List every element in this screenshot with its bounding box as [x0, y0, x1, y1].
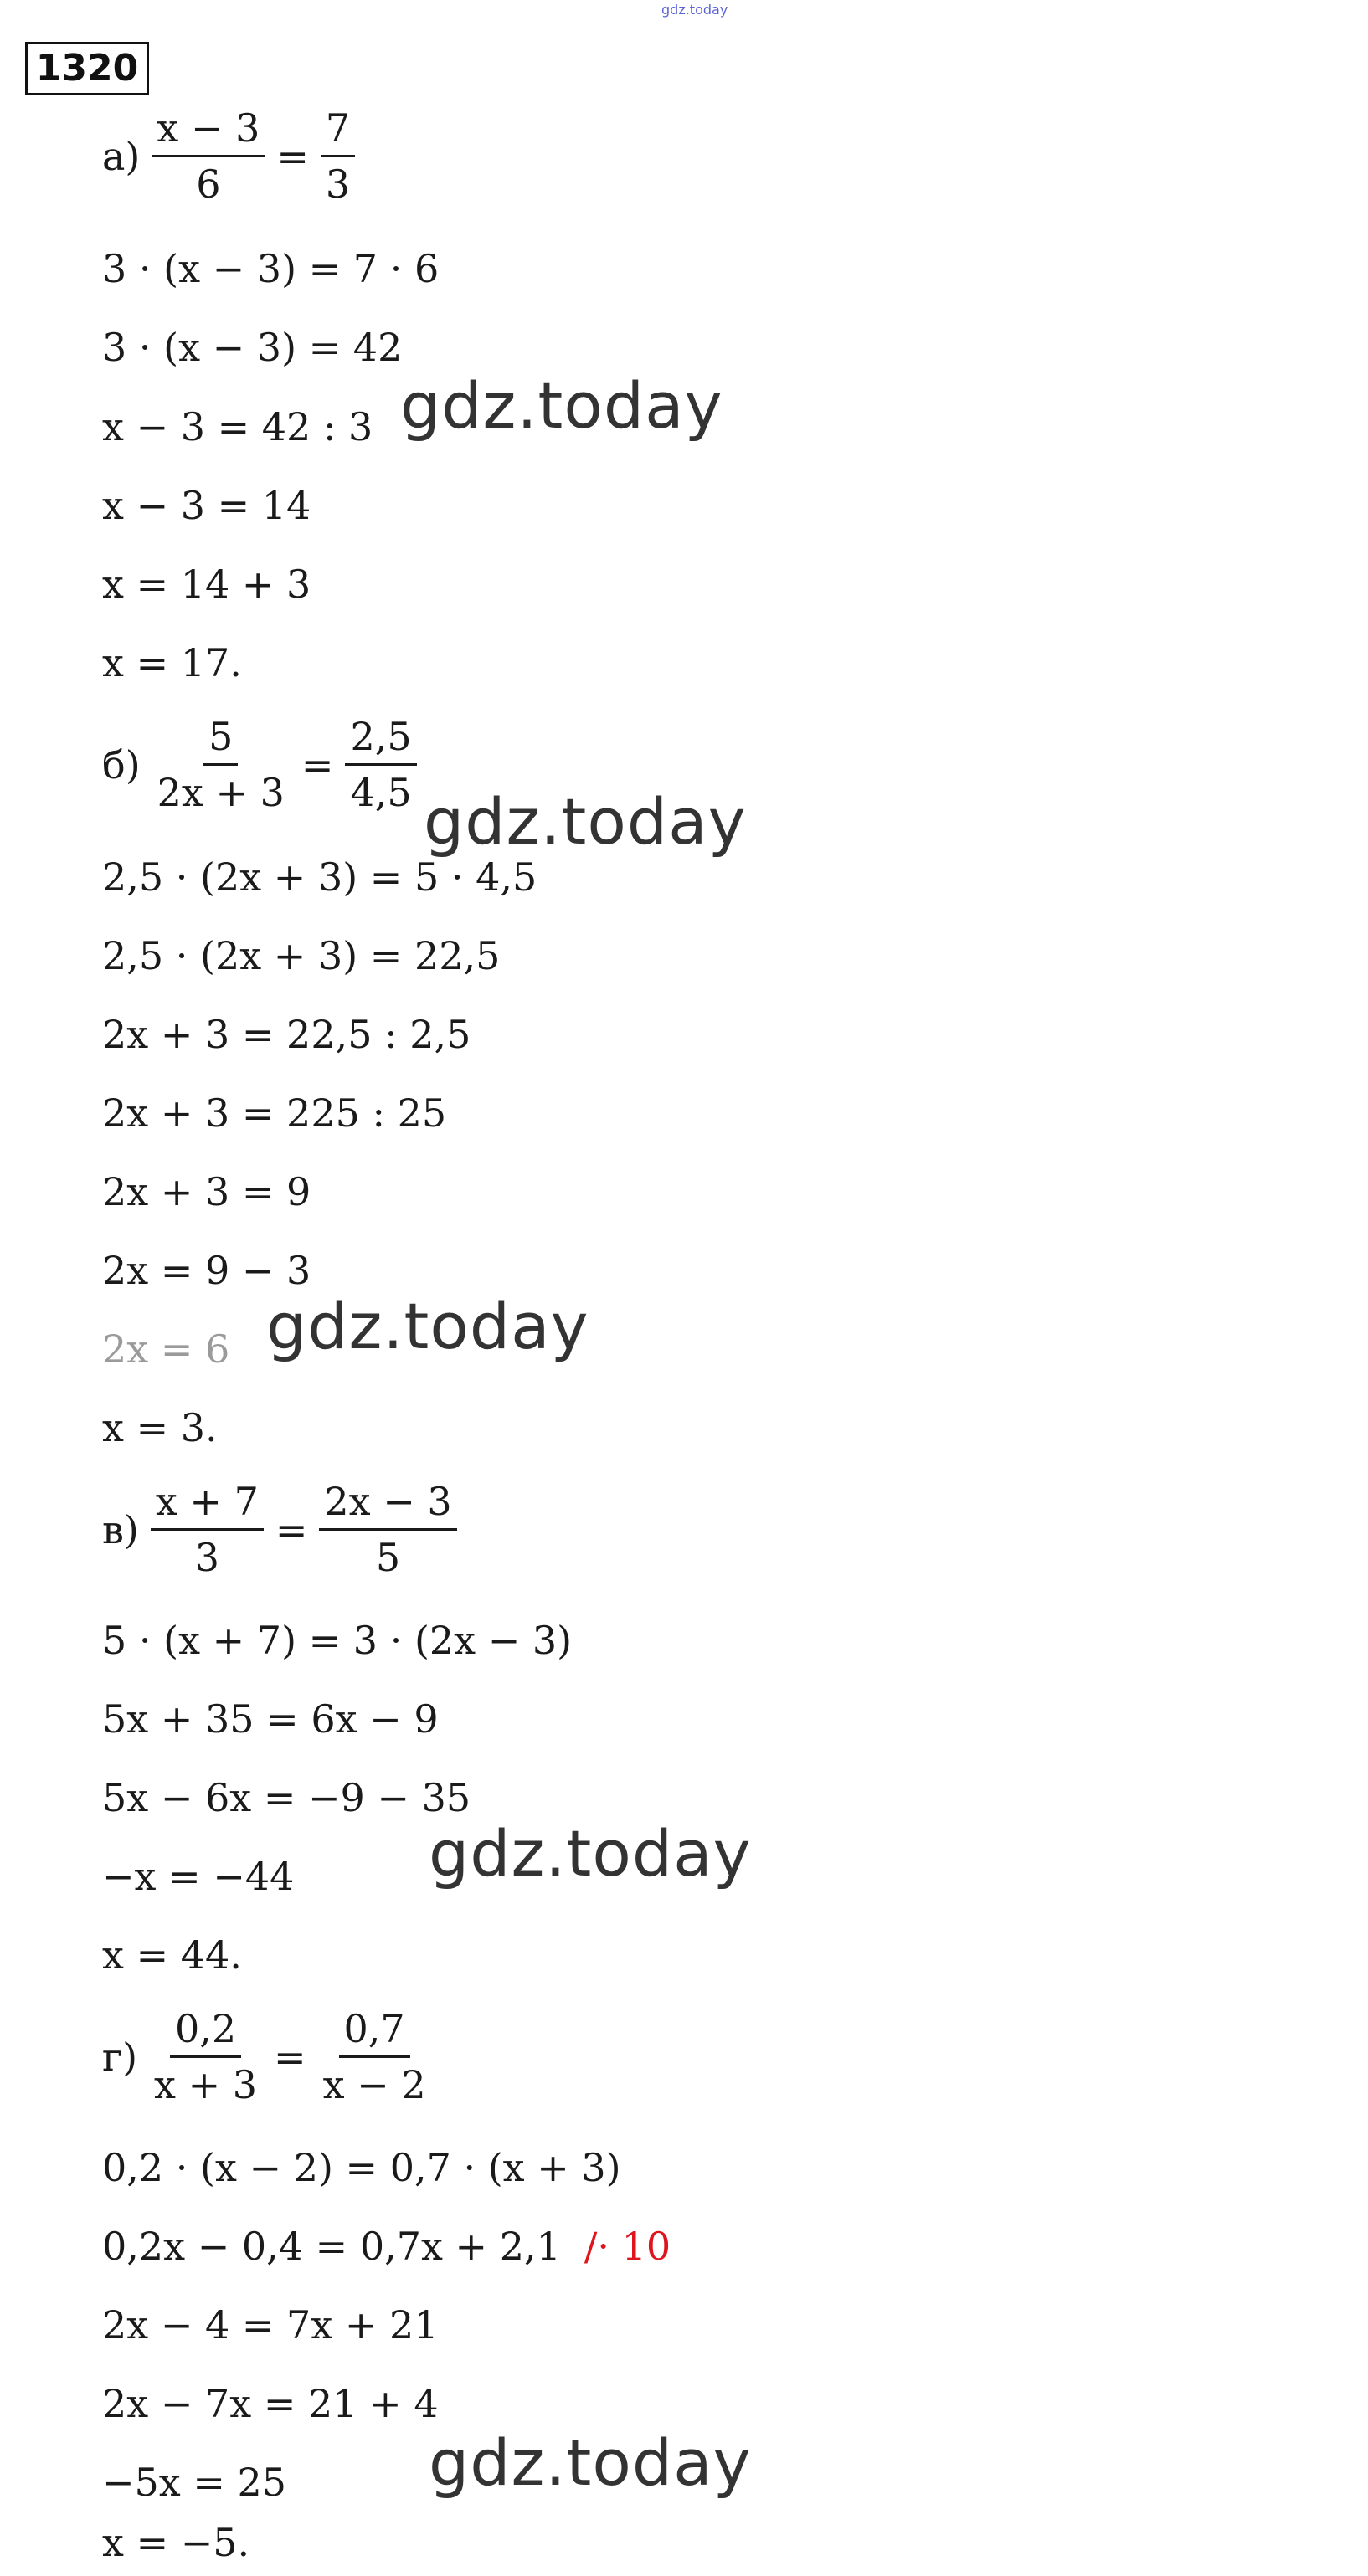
watermark: gdz.today [429, 1816, 752, 1891]
step-line: 2x − 4 = 7x + 21 [102, 2302, 439, 2348]
step-line: 2x + 3 = 22,5 : 2,5 [102, 1012, 471, 1057]
watermark: gdz.today [400, 368, 723, 443]
step-line: 3 · (x − 3) = 7 · 6 [102, 246, 440, 291]
fraction-right-c: $\frac{2x - 3}{5}$ [319, 1478, 456, 1581]
step-line: 2x − 7x = 21 + 4 [102, 2381, 439, 2426]
step-line: 5x − 6x = −9 − 35 [102, 1775, 471, 1820]
step-line: x = 17. [102, 640, 242, 685]
step-line: 2x + 3 = 9 [102, 1169, 311, 1214]
part-label-a: а) [102, 133, 141, 179]
fraction-left-d: $\frac{0,2}{x + 3}$ [154, 2006, 258, 2107]
part-label-d: г) [102, 2034, 138, 2080]
step-line: 5 · (x + 7) = 3 · (2x − 3) [102, 1618, 573, 1663]
step-line: 2,5 · (2x + 3) = 5 · 4,5 [102, 854, 537, 900]
step-line: 5x + 35 = 6x − 9 [102, 1696, 439, 1742]
step-line: 2,5 · (2x + 3) = 22,5 [102, 933, 501, 978]
fraction-right-b: $\frac{2,5}{4,5}$ [345, 713, 416, 816]
step-line: 2x + 3 = 225 : 25 [102, 1090, 447, 1136]
fraction-left-b: $\frac{5}{2x + 3}$ [157, 714, 285, 815]
fraction-left-a: $\frac{x - 3}{6}$ [152, 105, 265, 208]
step-line: 2x = 9 − 3 [102, 1248, 311, 1293]
fraction-right-a: $\frac{7}{3}$ [321, 105, 355, 208]
part-label-c: в) [102, 1506, 139, 1552]
step-line: x = −5. [102, 2520, 250, 2565]
step-text: 0,2x − 0,4 = 0,7x + 2,1 [102, 2224, 561, 2269]
watermark: gdz.today [266, 1289, 589, 1363]
step-line: x − 3 = 14 [102, 483, 311, 528]
step-line: x − 3 = 42 : 3 [102, 404, 373, 449]
step-line: −x = −44 [102, 1854, 295, 1899]
step-line: −5x = 25 [102, 2460, 287, 2505]
step-line: x = 14 + 3 [102, 562, 311, 607]
step-line: x = 3. [102, 1405, 218, 1450]
step-line-with-note [102, 2221, 671, 2271]
site-mark: gdz.today [661, 2, 728, 18]
equation-a: а) $\frac{x - 3}{6}$ = $\frac{7}{3}$ [102, 105, 360, 208]
watermark: gdz.today [424, 784, 747, 859]
step-line: 2x = 6 [102, 1326, 230, 1372]
step-line: 0,2 · (x − 2) = 0,7 · (x + 3) [102, 2145, 621, 2190]
equation-b: б) $\frac{5}{2x + 3}$ = $\frac{2,5}{4,5}$ [102, 713, 422, 816]
part-label-b: б) [102, 741, 141, 788]
equation-d: г) $\frac{0,2}{x + 3}$ = $\frac{0,7}{x - 2}$ [102, 2005, 436, 2108]
fraction-right-d: $\frac{0,7}{x - 2}$ [322, 2006, 426, 2107]
watermark: gdz.today [429, 2425, 752, 2500]
fraction-left-c: $\frac{x + 7}{3}$ [151, 1478, 264, 1581]
step-line: 3 · (x − 3) = 42 [102, 325, 403, 370]
step-line: x = 44. [102, 1932, 242, 1978]
problem-number: 1320 [25, 42, 149, 95]
multiply-note: /· 10 [584, 2224, 671, 2269]
equation-c: в) $\frac{x + 7}{3}$ = $\frac{2x - 3}{5}$ [102, 1478, 462, 1581]
